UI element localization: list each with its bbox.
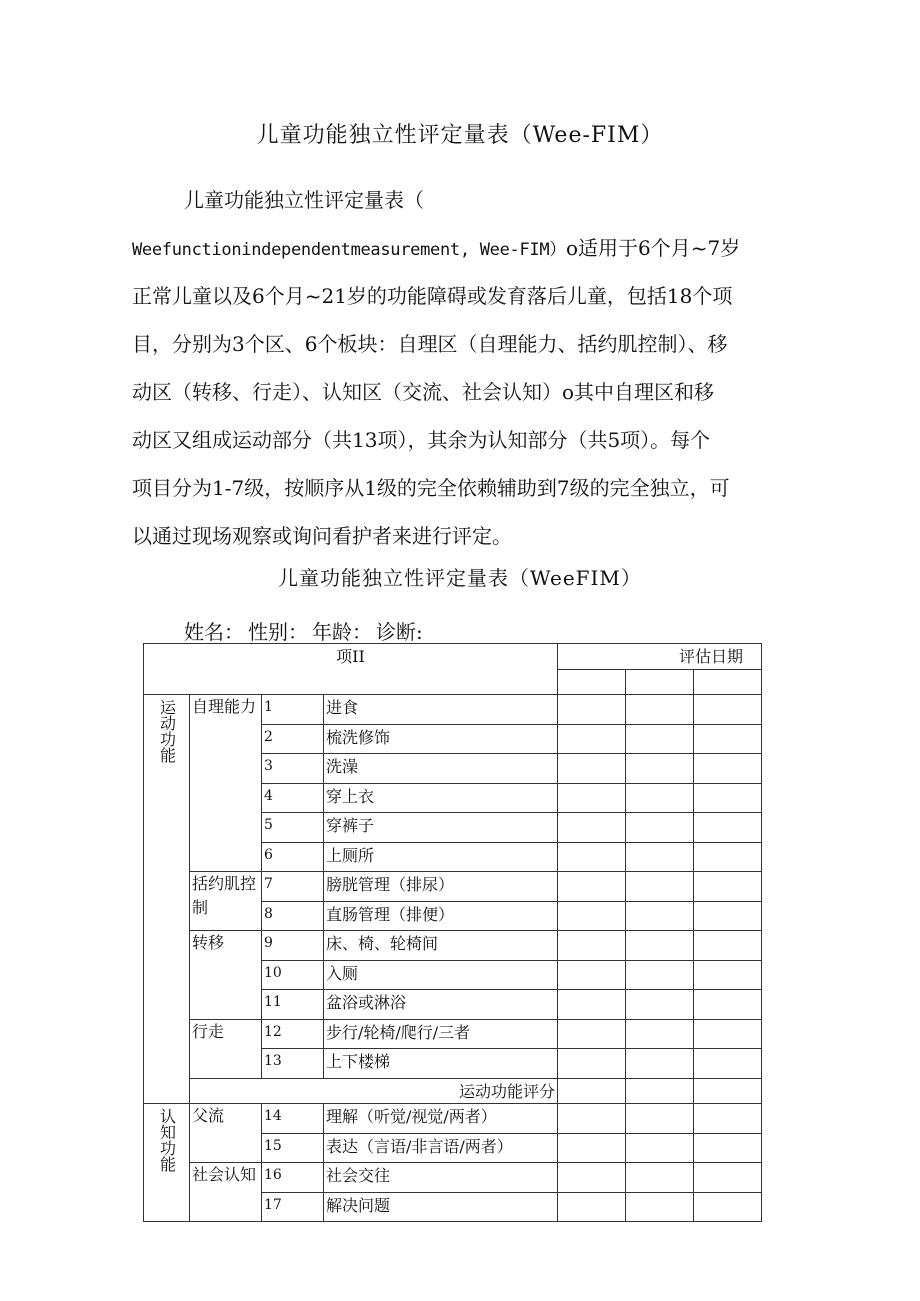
motor-score-label: 运动功能评分: [190, 1078, 558, 1104]
score-cell[interactable]: [558, 754, 626, 784]
score-cell[interactable]: [558, 872, 626, 902]
header-row: [144, 644, 762, 670]
item-number: 17: [262, 1192, 324, 1222]
table-row: [144, 872, 762, 902]
score-cell[interactable]: [694, 901, 762, 931]
score-cell[interactable]: [626, 783, 694, 813]
item-label: 梳洗修饰: [324, 724, 558, 754]
item-label: 膀胱管理（排尿）: [324, 872, 558, 902]
score-cell[interactable]: [626, 1019, 694, 1049]
intro-line: Weefunctionindependentmeasurement, Wee-FIM）o适用于6个月~7岁: [132, 236, 741, 260]
item-number: 1: [262, 695, 324, 725]
score-cell[interactable]: [694, 1019, 762, 1049]
table-row: [144, 931, 762, 961]
score-cell[interactable]: [626, 724, 694, 754]
category-social: 社会认知: [190, 1163, 262, 1222]
item-number: 8: [262, 901, 324, 931]
table-title: 儿童功能独立性评定量表（WeeFIM）: [278, 566, 642, 590]
item-number: 13: [262, 1049, 324, 1079]
score-cell[interactable]: [558, 901, 626, 931]
category-transfer: 转移: [190, 931, 262, 1020]
item-number: 6: [262, 842, 324, 872]
item-number: 10: [262, 960, 324, 990]
score-cell[interactable]: [558, 842, 626, 872]
score-cell[interactable]: [694, 1078, 762, 1104]
motor-score-row: [144, 1078, 762, 1104]
item-label: 解决问题: [324, 1192, 558, 1222]
intro-line: 项目分为1-7级，按顺序从1级的完全依赖辅助到7级的完全独立，可: [132, 476, 730, 500]
item-label: 社会交往: [324, 1163, 558, 1193]
item-label: 穿上衣: [324, 783, 558, 813]
score-cell[interactable]: [626, 1133, 694, 1163]
score-cell[interactable]: [694, 1192, 762, 1222]
item-label: 理解（听觉/视觉/两者）: [324, 1104, 558, 1134]
header-item: 项II: [144, 644, 558, 695]
score-cell[interactable]: [558, 1133, 626, 1163]
score-cell[interactable]: [626, 695, 694, 725]
score-cell[interactable]: [626, 931, 694, 961]
score-cell[interactable]: [694, 724, 762, 754]
score-cell[interactable]: [694, 842, 762, 872]
score-cell[interactable]: [626, 1078, 694, 1104]
table-row: [144, 1163, 762, 1193]
score-cell[interactable]: [626, 990, 694, 1020]
score-cell[interactable]: [558, 931, 626, 961]
score-cell[interactable]: [694, 1104, 762, 1134]
item-number: 14: [262, 1104, 324, 1134]
score-cell[interactable]: [558, 1163, 626, 1193]
item-label: 直肠管理（排便）: [324, 901, 558, 931]
table-row: [144, 1019, 762, 1049]
score-cell[interactable]: [694, 754, 762, 784]
category-walk: 行走: [190, 1019, 262, 1078]
intro-line: 儿童功能独立性评定量表（: [184, 188, 424, 212]
weefim-table: [143, 643, 762, 1222]
score-cell[interactable]: [626, 1104, 694, 1134]
item-number: 16: [262, 1163, 324, 1193]
score-cell[interactable]: [558, 990, 626, 1020]
item-label: 步行/轮椅/爬行/三者: [324, 1019, 558, 1049]
date-cell[interactable]: [626, 669, 694, 695]
field-diagnosis: 诊断:: [376, 620, 423, 644]
field-age: 年龄：: [312, 620, 372, 644]
field-gender: 性别：: [248, 620, 308, 644]
date-cell[interactable]: [558, 669, 626, 695]
item-number: 11: [262, 990, 324, 1020]
score-cell[interactable]: [626, 901, 694, 931]
item-label: 穿裤子: [324, 813, 558, 843]
item-number: 15: [262, 1133, 324, 1163]
patient-fields: [184, 616, 427, 645]
category-self-care: 自理能力: [190, 695, 262, 872]
score-cell[interactable]: [626, 842, 694, 872]
score-cell[interactable]: [626, 1192, 694, 1222]
score-cell[interactable]: [558, 1019, 626, 1049]
item-label: 入厕: [324, 960, 558, 990]
score-cell[interactable]: [694, 931, 762, 961]
intro-paragraph: [132, 176, 792, 560]
item-label: 进食: [324, 695, 558, 725]
score-cell[interactable]: [558, 960, 626, 990]
item-number: 7: [262, 872, 324, 902]
item-number: 3: [262, 754, 324, 784]
score-cell[interactable]: [558, 783, 626, 813]
score-cell[interactable]: [694, 1163, 762, 1193]
score-cell[interactable]: [694, 872, 762, 902]
category-sphincter: 括约肌控制: [190, 872, 262, 931]
intro-line: 正常儿童以及6个月~21岁的功能障碍或发育落后儿童，包括18个项: [132, 284, 733, 308]
score-cell[interactable]: [558, 1078, 626, 1104]
score-cell[interactable]: [626, 754, 694, 784]
score-cell[interactable]: [626, 872, 694, 902]
item-label: 洗澡: [324, 754, 558, 784]
score-cell[interactable]: [558, 724, 626, 754]
item-number: 9: [262, 931, 324, 961]
score-cell[interactable]: [626, 960, 694, 990]
score-cell[interactable]: [558, 1192, 626, 1222]
item-label: 床、椅、轮椅间: [324, 931, 558, 961]
header-date: 评估日期: [558, 644, 762, 670]
document-title: 儿童功能独立性评定量表（Wee-FIM）: [256, 123, 664, 148]
score-cell[interactable]: [558, 1104, 626, 1134]
score-cell[interactable]: [694, 783, 762, 813]
score-cell[interactable]: [694, 990, 762, 1020]
score-cell[interactable]: [558, 695, 626, 725]
area-motor: 运动功能: [144, 695, 190, 1104]
score-cell[interactable]: [694, 695, 762, 725]
item-number: 2: [262, 724, 324, 754]
intro-line: 动区又组成运动部分（共13项），其余为认知部分（共5项）。每个: [132, 428, 711, 452]
table-row: [144, 695, 762, 725]
item-label: 表达（言语/非言语/两者）: [324, 1133, 558, 1163]
item-label: 盆浴或淋浴: [324, 990, 558, 1020]
score-cell[interactable]: [558, 1049, 626, 1079]
score-cell[interactable]: [626, 1163, 694, 1193]
score-cell[interactable]: [626, 1049, 694, 1079]
item-label: 上厕所: [324, 842, 558, 872]
item-number: 12: [262, 1019, 324, 1049]
date-cell[interactable]: [694, 669, 762, 695]
intro-line: 动区（转移、行走）、认知区（交流、社会认知）o其中自理区和移: [132, 380, 715, 404]
intro-line: 以通过现场观察或询问看护者来进行评定。: [132, 524, 512, 548]
score-cell[interactable]: [694, 1133, 762, 1163]
score-cell[interactable]: [558, 813, 626, 843]
table-row: [144, 1104, 762, 1134]
item-number: 5: [262, 813, 324, 843]
score-cell[interactable]: [694, 960, 762, 990]
score-cell[interactable]: [626, 813, 694, 843]
score-cell[interactable]: [694, 1049, 762, 1079]
field-name: 姓名：: [184, 620, 244, 644]
category-communication: 父流: [190, 1104, 262, 1163]
item-number: 4: [262, 783, 324, 813]
intro-line: 目，分别为3个区、6个板块：自理区（自理能力、括约肌控制）、移: [132, 332, 728, 356]
score-cell[interactable]: [694, 813, 762, 843]
area-cognitive: 认知功能: [144, 1104, 190, 1222]
item-label: 上下楼梯: [324, 1049, 558, 1079]
